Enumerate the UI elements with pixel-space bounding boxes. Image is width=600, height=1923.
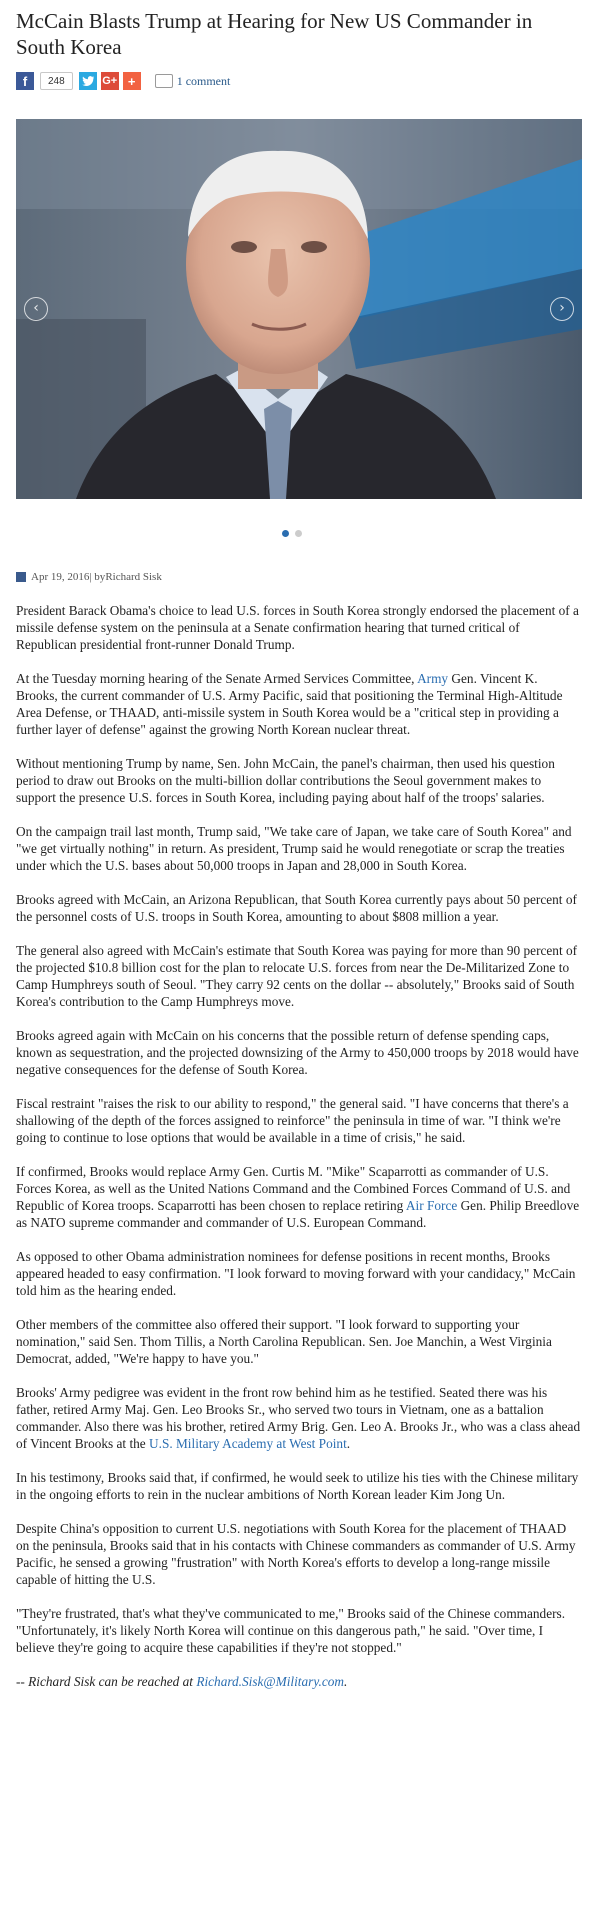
paragraph: "They're frustrated, that's what they've communicated to me," Brooks said of the Chinese commanders. "Unfortunately, it's likely North Korea will continue on this dangerous path," he said. "Over time, I believe they're going to acquire these capabilities if they're not stopped."	[16, 1606, 566, 1655]
more-share-button[interactable]	[123, 72, 141, 90]
article-author: Richard Sisk	[105, 571, 162, 583]
text: Gen. Philip Breedlove as NATO supreme commander and commander of U.S. European Command.	[16, 1198, 580, 1230]
carousel-next-button[interactable]: ›	[550, 297, 574, 321]
carousel-pagination	[282, 530, 308, 537]
paragraph	[16, 1163, 582, 1231]
paragraph: As opposed to other Obama administration nominees for defense positions in recent months, Brooks appeared headed to easy confirmation. "I look forward to moving forward with your candidacy," McCain told him as the hearing ended.	[16, 1249, 576, 1298]
google-plus-share-button[interactable]	[101, 72, 119, 90]
share-count: 248	[40, 72, 73, 90]
air-force-link[interactable]: Air Force	[405, 1198, 458, 1213]
text: At the Tuesday morning hearing of the Senate Armed Services Committee,	[16, 671, 418, 686]
paragraph	[16, 670, 582, 738]
author-contact	[16, 1673, 582, 1690]
byline	[16, 571, 162, 583]
paragraph: Brooks agreed again with McCain on his concerns that the possible return of defense spending caps, known as sequestration, and the projected downsizing of the Army to 450,000 troops by 2018 would have negative consequences for the defense of South Korea.	[16, 1028, 579, 1077]
text: -- Richard Sisk can be reached at	[16, 1674, 197, 1689]
comments-count: 1 comment	[176, 73, 231, 88]
paragraph: On the campaign trail last month, Trump said, "We take care of Japan, we take care of South Korea" and "we get virtually nothing" in return. As president, Trump said he would renegotiate or scrap the treaties under which the U.S. bases about 50,000 troops in Japan and 28,000 in South Korea.	[16, 824, 572, 873]
text: Gen. Vincent K. Brooks, the current commander of U.S. Army Pacific, said that positioning the Terminal High-Altitude Area Defense, or THAAD, anti-missile system in South Korea would be a "critical step in providing a further layer of defense" against the growing North Korean nuclear threat.	[16, 671, 563, 737]
west-point-link[interactable]: U.S. Military Academy at West Point	[149, 1436, 347, 1451]
carousel-dot-2[interactable]	[295, 530, 302, 537]
paragraph: Brooks agreed with McCain, an Arizona Republican, that South Korea currently pays about 50 percent of the personnel costs of U.S. troops in South Korea, amounting to about $808 million a year.	[16, 892, 577, 924]
text: Brooks' Army pedigree was evident in the front row behind him as he testified. Seated there was his father, retired Army Maj. Gen. Leo Brooks Sr., who served two tours in Vietnam, one as a battalion commander. Also there was his brother, retired Army Brig. Gen. Leo A. Brooks Jr., who was a class ahead of Vincent Brooks at the	[16, 1385, 581, 1451]
article-photo-carousel[interactable]	[16, 119, 582, 499]
byline-separator: | by	[89, 571, 106, 583]
plus-icon: +	[127, 73, 136, 89]
paragraph: President Barack Obama's choice to lead U.S. forces in South Korea strongly endorsed the placement of a missile defense system on the peninsula at a Senate confirmation hearing that turned critical of Republican presidential front-runner Donald Trump.	[16, 603, 579, 652]
text: .	[346, 1436, 351, 1451]
article-photo	[16, 119, 582, 499]
comment-bubble-icon	[155, 74, 173, 88]
carousel-dot-1[interactable]	[282, 530, 289, 537]
comments-link[interactable]	[155, 74, 231, 89]
facebook-icon: f	[22, 73, 28, 89]
page-title: McCain Blasts Trump at Hearing for New US Commander in South Korea	[16, 9, 533, 59]
paragraph: In his testimony, Brooks said that, if confirmed, he would seek to utilize his ties with the Chinese military in the ongoing efforts to rein in the nuclear ambitions of North Korean leader Kim Jong Un.	[16, 1470, 579, 1502]
paragraph: Other members of the committee also offered their support. "I look forward to supporting your nomination," said Sen. Thom Tillis, a North Carolina Republican. Sen. Joe Manchin, a West Virginia Democrat, added, "We're happy to have you."	[16, 1317, 552, 1366]
paragraph	[16, 1384, 582, 1452]
twitter-share-button[interactable]	[79, 72, 97, 90]
author-email-link[interactable]: Richard.Sisk@Military.com	[196, 1674, 344, 1689]
google-plus-icon: G+	[102, 75, 118, 87]
paragraph: Fiscal restraint "raises the risk to our ability to respond," the general said. "I have concerns that there's a shallowing of the depth of the forces assigned to reinforce" the peninsula in time of war. "I think we're going to continue to lose options that would be available in a time of crisis," he said.	[16, 1096, 569, 1145]
paragraph: The general also agreed with McCain's estimate that South Korea was paying for more than 90 percent of the projected $10.8 billion cost for the plan to relocate U.S. forces from near the De-Militarized Zone to Camp Humphreys south of Seoul. "They carry 92 cents on the dollar -- absolutely," Brooks said of South Korea's contribution to the Camp Humphreys move.	[16, 943, 578, 1009]
army-link[interactable]: Army	[417, 671, 449, 686]
facebook-share-button[interactable]	[16, 72, 34, 90]
article-body	[16, 602, 582, 1707]
paragraph: Without mentioning Trump by name, Sen. John McCain, the panel's chairman, then used his question period to draw out Brooks on the multi-billion dollar contributions the Seoul government makes to support the presence U.S. forces in South Korea, including paying about half of the troops' salaries.	[16, 756, 555, 805]
text: .	[343, 1674, 348, 1689]
share-bar	[16, 72, 230, 90]
twitter-icon	[82, 76, 94, 86]
carousel-prev-button[interactable]: ‹	[24, 297, 48, 321]
military-logo-icon	[16, 572, 26, 582]
article-date: Apr 19, 2016	[31, 571, 90, 583]
paragraph: Despite China's opposition to current U.S. negotiations with South Korea for the placement of THAAD on the peninsula, Brooks said that in his contacts with Chinese commanders as commander of U.S. Army Pacific, he sensed a growing "frustration" with North Korea's efforts to develop a long-range missile capable of hitting the U.S.	[16, 1521, 576, 1587]
text: If confirmed, Brooks would replace Army Gen. Curtis M. "Mike" Scaparrotti as commander of U.S. Forces Korea, as well as the United Nations Command and the Combined Forces Command of U.S. and Republic of Korea troops. Scaparrotti has been chosen to replace retiring	[16, 1164, 571, 1213]
